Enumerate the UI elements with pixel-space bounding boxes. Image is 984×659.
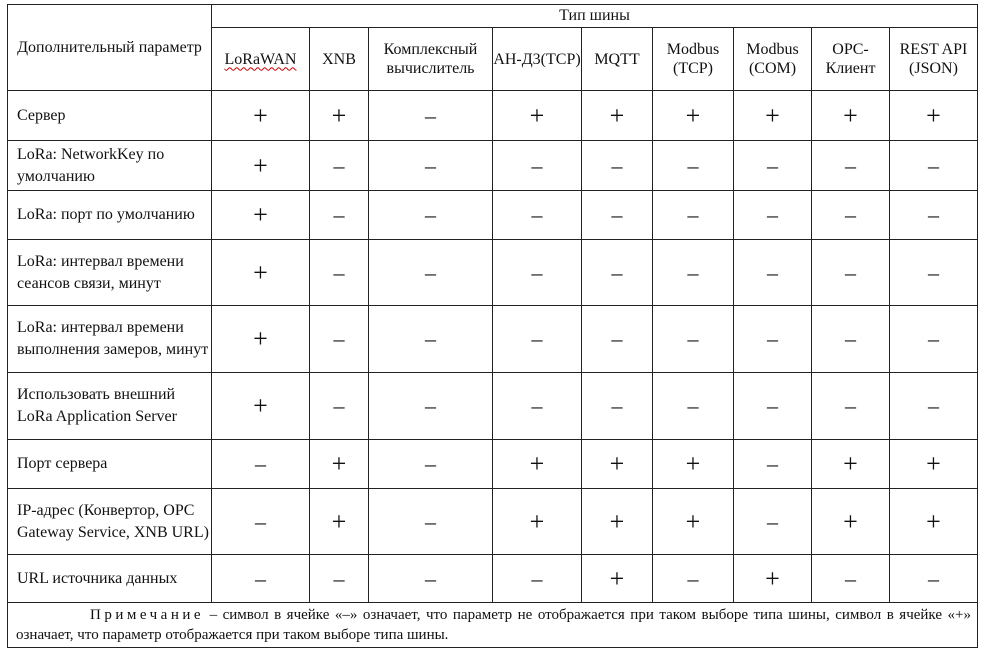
cell-minus: – [582, 373, 653, 440]
cell-minus: – [582, 306, 653, 373]
cell-minus: – [310, 555, 369, 603]
cell-minus: – [493, 141, 582, 191]
cell-plus: + [310, 440, 369, 489]
cell-minus: – [812, 141, 890, 191]
cell-minus: – [734, 373, 812, 440]
cell-minus: – [653, 240, 734, 306]
cell-minus: – [310, 306, 369, 373]
cell-minus: – [310, 191, 369, 240]
cell-minus: – [212, 489, 310, 555]
cell-minus: – [653, 141, 734, 191]
cell-minus: – [890, 141, 978, 191]
table-row [8, 191, 978, 240]
cell-plus: + [812, 91, 890, 141]
cell-plus: + [310, 91, 369, 141]
column-header-xnb: XNB [310, 28, 369, 91]
cell-plus: + [734, 555, 812, 603]
cell-minus: – [653, 306, 734, 373]
bus-type-header: Тип шины [212, 5, 978, 28]
cell-minus: – [812, 240, 890, 306]
cell-minus: – [310, 373, 369, 440]
table-row [8, 440, 978, 489]
column-header-lorawan: LoRaWAN [212, 28, 310, 91]
cell-minus: – [890, 306, 978, 373]
column-header-modbus-tcp: Modbus (TCP) [653, 28, 734, 91]
cell-minus: – [812, 191, 890, 240]
header-row-bus-type [8, 5, 978, 28]
cell-minus: – [582, 141, 653, 191]
cell-minus: – [212, 440, 310, 489]
note-lead: Примечание [90, 607, 205, 623]
cell-minus: – [734, 440, 812, 489]
cell-plus: + [212, 141, 310, 191]
row-label: Сервер [8, 91, 212, 141]
cell-minus: – [653, 191, 734, 240]
cell-minus: – [890, 555, 978, 603]
cell-minus: – [812, 373, 890, 440]
cell-minus: – [369, 91, 493, 141]
cell-minus: – [369, 306, 493, 373]
note-text: – символ в ячейке «–» означает, что параметр не отображается при таком выборе типа шины, символ в ячейке «+» означает, что параметр отображается при таком выборе типа шины. [16, 607, 971, 643]
cell-plus: + [582, 91, 653, 141]
table-body [8, 91, 978, 603]
cell-plus: + [212, 373, 310, 440]
cell-plus: + [493, 489, 582, 555]
table-row [8, 240, 978, 306]
cell-minus: – [493, 306, 582, 373]
column-header-modbus-com: Modbus (COM) [734, 28, 812, 91]
cell-minus: – [812, 306, 890, 373]
cell-minus: – [369, 555, 493, 603]
cell-plus: + [493, 91, 582, 141]
cell-minus: – [369, 489, 493, 555]
cell-plus: + [582, 489, 653, 555]
row-label: LoRa: порт по умолчанию [8, 191, 212, 240]
cell-minus: – [734, 191, 812, 240]
table-row [8, 306, 978, 373]
cell-plus: + [582, 440, 653, 489]
cell-plus: + [890, 91, 978, 141]
cell-minus: – [369, 373, 493, 440]
row-label: IP-адрес (Конвертор, OPC Gateway Service, XNB URL) [8, 489, 212, 555]
table-note [8, 603, 978, 648]
cell-minus: – [212, 555, 310, 603]
row-label: LoRa: интервал времени выполнения замеров, минут [8, 306, 212, 373]
cell-minus: – [734, 240, 812, 306]
cell-plus: + [890, 489, 978, 555]
cell-plus: + [212, 191, 310, 240]
cell-plus: + [890, 440, 978, 489]
row-label: Порт сервера [8, 440, 212, 489]
cell-minus: – [812, 555, 890, 603]
row-label: LoRa: NetworkKey по умолчанию [8, 141, 212, 191]
column-header-mqtt: MQTT [582, 28, 653, 91]
cell-plus: + [493, 440, 582, 489]
row-label: URL источника данных [8, 555, 212, 603]
cell-minus: – [653, 373, 734, 440]
table-row [8, 91, 978, 141]
cell-minus: – [890, 240, 978, 306]
cell-minus: – [734, 141, 812, 191]
cell-minus: – [734, 489, 812, 555]
cell-plus: + [653, 91, 734, 141]
cell-minus: – [493, 555, 582, 603]
table-row [8, 141, 978, 191]
cell-minus: – [734, 306, 812, 373]
cell-minus: – [369, 240, 493, 306]
cell-plus: + [582, 555, 653, 603]
cell-minus: – [582, 240, 653, 306]
cell-minus: – [582, 191, 653, 240]
cell-plus: + [653, 489, 734, 555]
row-label: LoRa: интервал времени сеансов связи, минут [8, 240, 212, 306]
note-row [8, 603, 978, 648]
column-header-complex-calculator: Комплексный вычислитель [369, 28, 493, 91]
cell-plus: + [734, 91, 812, 141]
column-header-an-d3: АН-Д3(TCP) [493, 28, 582, 91]
cell-plus: + [812, 489, 890, 555]
row-label: Использовать внешний LoRa Application Server [8, 373, 212, 440]
cell-plus: + [212, 240, 310, 306]
cell-minus: – [493, 373, 582, 440]
param-column-header [8, 5, 212, 91]
cell-minus: – [369, 191, 493, 240]
cell-plus: + [812, 440, 890, 489]
cell-plus: + [212, 91, 310, 141]
cell-minus: – [890, 191, 978, 240]
table-row [8, 489, 978, 555]
cell-plus: + [653, 440, 734, 489]
cell-minus: – [310, 141, 369, 191]
param-column-header-text: Дополнительный параметр [17, 38, 202, 56]
cell-minus: – [369, 141, 493, 191]
column-header-opc-client: OPC-Клиент [812, 28, 890, 91]
cell-minus: – [310, 240, 369, 306]
column-header-rest-api: REST API (JSON) [890, 28, 978, 91]
cell-minus: – [890, 373, 978, 440]
cell-minus: – [369, 440, 493, 489]
cell-minus: – [493, 240, 582, 306]
cell-minus: – [493, 191, 582, 240]
table-row [8, 373, 978, 440]
cell-minus: – [653, 555, 734, 603]
cell-plus: + [310, 489, 369, 555]
table-row [8, 555, 978, 603]
cell-plus: + [212, 306, 310, 373]
bus-parameters-table [7, 4, 978, 648]
